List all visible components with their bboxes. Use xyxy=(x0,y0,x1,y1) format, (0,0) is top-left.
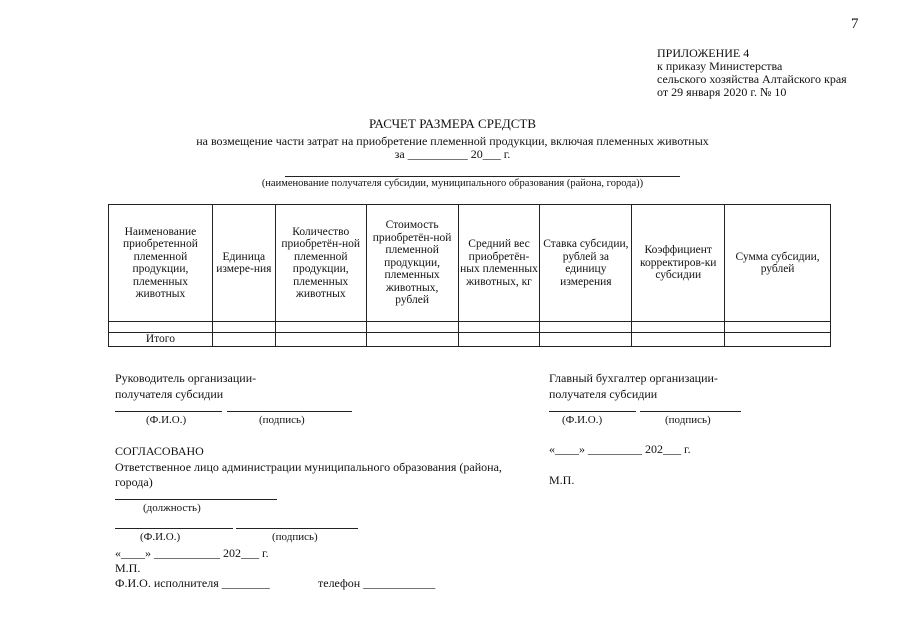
executor-line: Ф.И.О. исполнителя ________ xyxy=(115,576,270,590)
accountant-title-line1: Главный бухгалтер организации- xyxy=(549,371,718,385)
column-header: Средний вес приобретён-ных племенных животных, кг xyxy=(458,205,540,322)
fio-caption: (Ф.И.О.) xyxy=(562,414,603,426)
document-title: РАСЧЕТ РАЗМЕРА СРЕДСТВ xyxy=(368,116,537,131)
column-header: Наименование приобретенной племенной продукции, племенных животных xyxy=(109,205,213,322)
responsible-signature-line xyxy=(236,528,358,529)
column-header: Сумма субсидии, рублей xyxy=(725,205,831,322)
responsible-person-line2: города) xyxy=(115,475,153,489)
seal-mark-left: М.П. xyxy=(115,561,141,575)
appendix-line: сельского хозяйства Алтайского края xyxy=(657,72,847,86)
table-header-row xyxy=(109,205,831,322)
date-line-right: «____» _________ 202___ г. xyxy=(549,442,691,456)
column-header: Единица измере-ния xyxy=(212,205,275,322)
agreed-heading: СОГЛАСОВАНО xyxy=(115,444,204,458)
column-header: Коэффициент корректиров-ки субсидии xyxy=(632,205,725,322)
head-signature-line xyxy=(227,411,352,412)
head-fio-line xyxy=(115,411,222,412)
date-line-left: «____» ___________ 202___ г. xyxy=(115,546,269,560)
accountant-signature-line xyxy=(640,411,741,412)
position-caption: (должность) xyxy=(143,502,201,514)
appendix-line: от 29 января 2020 г. № 10 xyxy=(657,85,787,99)
head-title-line2: получателя субсидии xyxy=(115,387,224,401)
appendix-title: ПРИЛОЖЕНИЕ 4 xyxy=(657,46,750,60)
signature-caption: (подпись) xyxy=(259,414,305,426)
column-header: Количество приобретён-ной племенной продукции, племенных животных xyxy=(275,205,366,322)
fio-caption: (Ф.И.О.) xyxy=(140,531,181,543)
period-line: за __________ 20___ г. xyxy=(394,147,511,161)
seal-mark-right: М.П. xyxy=(549,473,575,487)
document-subtitle: на возмещение части затрат на приобретение племенной продукции, включая племенных животных xyxy=(196,134,709,148)
responsible-person-line1: Ответственное лицо администрации муниципального образования (района, xyxy=(115,460,502,474)
subsidy-table xyxy=(108,204,831,347)
column-header: Стоимость приобретён-ной племенной продукции, племенных животных, рублей xyxy=(366,205,458,322)
table-total-row xyxy=(109,333,831,347)
column-header: Ставка субсидии, рублей за единицу измерения xyxy=(540,205,632,322)
table-row xyxy=(109,322,831,333)
responsible-fio-line xyxy=(115,528,233,529)
recipient-caption: (наименование получателя субсидии, муниципального образования (района, города)) xyxy=(261,178,644,189)
position-line xyxy=(115,499,277,500)
appendix-block xyxy=(657,47,847,99)
recipient-name-line xyxy=(285,176,680,177)
signature-caption: (подпись) xyxy=(272,531,318,543)
page-number: 7 xyxy=(851,16,859,32)
head-title-line1: Руководитель организации- xyxy=(115,371,257,385)
fio-caption: (Ф.И.О.) xyxy=(146,414,187,426)
total-label: Итого xyxy=(109,333,213,347)
accountant-title-line2: получателя субсидии xyxy=(549,387,658,401)
appendix-line: к приказу Министерства xyxy=(657,59,783,73)
phone-line: телефон ____________ xyxy=(318,576,436,590)
signature-caption: (подпись) xyxy=(665,414,711,426)
accountant-fio-line xyxy=(549,411,636,412)
